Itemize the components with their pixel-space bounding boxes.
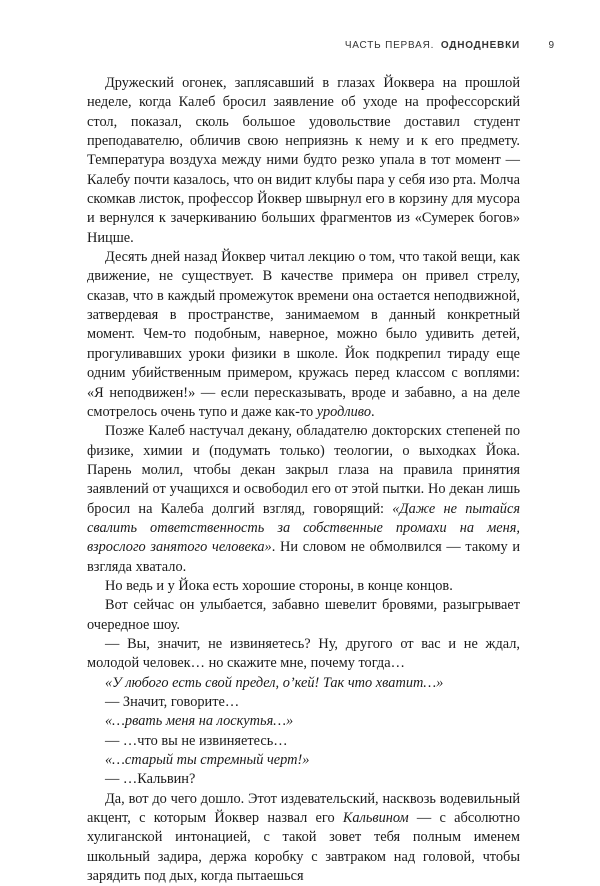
paragraph bbox=[87, 790, 520, 886]
dialog-line bbox=[87, 732, 520, 751]
text-segment: . Ни словом не обмолвился — такому и взгляда хватало. bbox=[87, 539, 520, 575]
italic-segment: уродливо bbox=[316, 403, 371, 420]
paragraph bbox=[87, 74, 520, 248]
dialog-line bbox=[87, 635, 520, 674]
running-head bbox=[344, 40, 554, 51]
dialog-line bbox=[87, 674, 520, 693]
text-segment: — …Кальвин? bbox=[105, 771, 196, 788]
text-segment: — с абсолютно хулиганской интонацией, с такой зовет тебя полным именем школьный задира, держа коробку с завтраком над головой, чтобы зарядить под дых, когда пытаешься bbox=[87, 810, 520, 885]
dialog-line bbox=[87, 712, 520, 731]
text-segment: Но ведь и у Йока есть хорошие стороны, в конце концов. bbox=[105, 577, 453, 594]
dialog-line bbox=[87, 751, 520, 770]
paragraph bbox=[87, 577, 520, 596]
page-number: 9 bbox=[548, 40, 554, 51]
text-segment: Да, вот до чего дошло. Этот издевательский, насквозь водевильный акцент, с которым Йоквер назвал его bbox=[87, 790, 520, 827]
text-segment: Позже Калеб настучал декану, обладателю докторских степеней по физике, химии и (подумать только) теологии, о выходках Йока. Парень молил, чтобы декан закрыл глаза на правила принятия заявлений от учащихся и освободил его от этой пытки. Но декан лишь бросил на Калеба долгий взгляд, говорящий: bbox=[87, 423, 520, 517]
text-segment: Десять дней назад Йоквер читал лекцию о том, что такой вещи, как движение, не существует. В качестве примера он привел стрелу, сказав, что в каждый промежуток времени она остается неподвижной, затвердевая в пространстве, занимаемом в данный конкретный момент. Чем-то подобным, наверное, можно было удивить детей, прогуливавших уроки физики в школе. Йок подкрепил тираду еще одним убийственным примером, кружась перед классом с воплями: «Я неподвижен!» — если пересказывать, вроде и забавно, а на деле смотрелось очень тупо и даже как-то bbox=[87, 249, 520, 420]
text-segment: — Вы, значит, не извиняетесь? Ну, другого от вас и не ждал, молодой человек… но скажите мне, почему тогда… bbox=[87, 635, 520, 672]
text-segment: — …что вы не извиняетесь… bbox=[105, 732, 288, 749]
paragraph bbox=[87, 248, 520, 422]
chapter-title: ОДНОДНЕВКИ bbox=[440, 40, 520, 51]
italic-segment: «…старый ты стремный черт!» bbox=[105, 752, 310, 769]
text-segment: Дружеский огонек, заплясавший в глазах Йоквера на прошлой неделе, когда Калеб бросил заявление об уходе на профессорский стол, показал, сколь большое удовольствие доставил студент преподавателю, обличив свою неприязнь к нему и к его предмету. Температура воздуха между ними будто резко упала в тот момент — Калебу почти казалось, что он видит клубы пара у себя изо рта. Молча скомкав листок, профессор Йоквер швырнул его в корзину для мусора и вернулся к зачеркиванию больших фрагментов из «Сумерек богов» Ницше. bbox=[87, 75, 520, 246]
paragraph bbox=[87, 422, 520, 577]
italic-segment: «Даже не пытайся свалить ответственность за собственные промахи на меня, взрослого занятого человека» bbox=[87, 500, 520, 556]
italic-segment: Кальвином bbox=[342, 810, 409, 827]
text-segment: Вот сейчас он улыбается, забавно шевелит бровями, разыгрывает очередное шоу. bbox=[87, 597, 520, 633]
dialog-line bbox=[87, 770, 520, 789]
text-segment: — Значит, говорите… bbox=[105, 694, 240, 710]
italic-segment: «У любого есть свой предел, о’кей! Так что хватит…» bbox=[105, 674, 444, 691]
dialog-line bbox=[87, 693, 520, 712]
paragraph bbox=[87, 596, 520, 635]
italic-segment: «…рвать меня на лоскутья…» bbox=[105, 713, 294, 730]
body-text bbox=[87, 74, 520, 886]
text-segment: . bbox=[371, 403, 375, 420]
part-title: ЧАСТЬ ПЕРВАЯ. bbox=[344, 40, 435, 51]
